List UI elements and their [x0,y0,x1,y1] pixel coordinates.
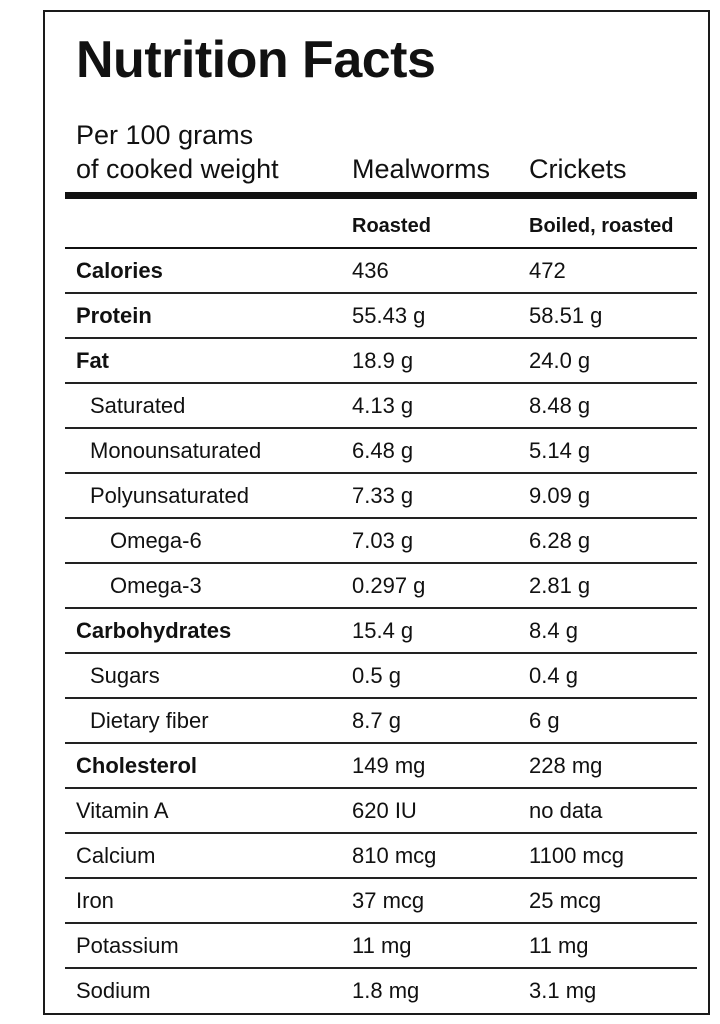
nutrient-label: Polyunsaturated [90,483,249,508]
nutrient-label: Omega-6 [110,528,202,553]
table-row [65,382,697,427]
table-row [65,292,697,337]
mealworms-value: 55.43 g [352,303,426,328]
mealworms-value: 4.13 g [352,393,414,418]
nutrient-label: Calcium [76,843,156,868]
serving-basis [76,118,279,186]
nutrient-label: Sugars [90,663,160,688]
nutrient-label: Iron [76,888,114,913]
table-row [65,742,697,787]
table-row [65,472,697,517]
mealworms-value: 7.03 g [352,528,414,553]
mealworms-value: 37 mcg [352,888,425,913]
page-title: Nutrition Facts [76,31,436,89]
table-row [65,967,697,1012]
crickets-value: 472 [529,258,566,283]
serving-basis-line-1: Per 100 grams [76,120,254,150]
mealworms-value: 810 mcg [352,843,437,868]
table-row [65,787,697,832]
mealworms-value: 0.297 g [352,573,426,598]
table-row [65,517,697,562]
crickets-value: no data [529,798,603,823]
nutrient-label: Dietary fiber [90,708,209,733]
header-divider [65,192,697,199]
table-row [65,427,697,472]
mealworms-value: 436 [352,258,389,283]
mealworms-value: 18.9 g [352,348,414,373]
nutrient-label: Potassium [76,933,179,958]
crickets-value: 2.81 g [529,573,591,598]
table-row [65,877,697,922]
nutrient-label: Cholesterol [76,753,198,778]
preparation-mealworms: Roasted [352,215,431,237]
preparation-crickets: Boiled, roasted [529,215,674,237]
crickets-value: 11 mg [529,933,589,958]
mealworms-value: 149 mg [352,753,426,778]
nutrient-label: Carbohydrates [76,618,232,643]
nutrient-label: Omega-3 [110,573,202,598]
nutrient-label: Calories [76,258,163,283]
mealworms-value: 620 IU [352,798,417,823]
nutrient-label: Vitamin A [76,798,169,823]
table-row [65,607,697,652]
mealworms-value: 11 mg [352,933,412,958]
crickets-value: 25 mcg [529,888,602,913]
crickets-value: 9.09 g [529,483,591,508]
crickets-value: 6 g [529,708,560,733]
mealworms-value: 1.8 mg [352,978,420,1003]
crickets-value: 6.28 g [529,528,591,553]
mealworms-value: 0.5 g [352,663,401,688]
crickets-value: 8.4 g [529,618,578,643]
table-row [65,562,697,607]
serving-basis-line-2: of cooked weight [76,154,279,184]
nutrient-table [65,247,697,1012]
column-header-mealworms: Mealworms [352,154,491,184]
crickets-value: 8.48 g [529,393,591,418]
mealworms-value: 8.7 g [352,708,401,733]
crickets-value: 3.1 mg [529,978,597,1003]
crickets-value: 228 mg [529,753,603,778]
nutrition-facts-panel [43,10,710,1015]
mealworms-value: 15.4 g [352,618,414,643]
crickets-value: 1100 mcg [529,843,624,868]
table-row [65,337,697,382]
table-row [65,652,697,697]
column-header-crickets: Crickets [529,154,627,184]
nutrient-label: Protein [76,303,152,328]
nutrient-label: Fat [76,348,109,373]
crickets-value: 24.0 g [529,348,591,373]
table-row [65,922,697,967]
nutrient-label: Saturated [90,393,186,418]
table-row [65,832,697,877]
nutrient-label: Sodium [76,978,151,1003]
mealworms-value: 7.33 g [352,483,414,508]
nutrient-label: Monounsaturated [90,438,262,463]
crickets-value: 0.4 g [529,663,578,688]
mealworms-value: 6.48 g [352,438,414,463]
crickets-value: 5.14 g [529,438,591,463]
table-row [65,247,697,292]
crickets-value: 58.51 g [529,303,603,328]
table-row [65,697,697,742]
